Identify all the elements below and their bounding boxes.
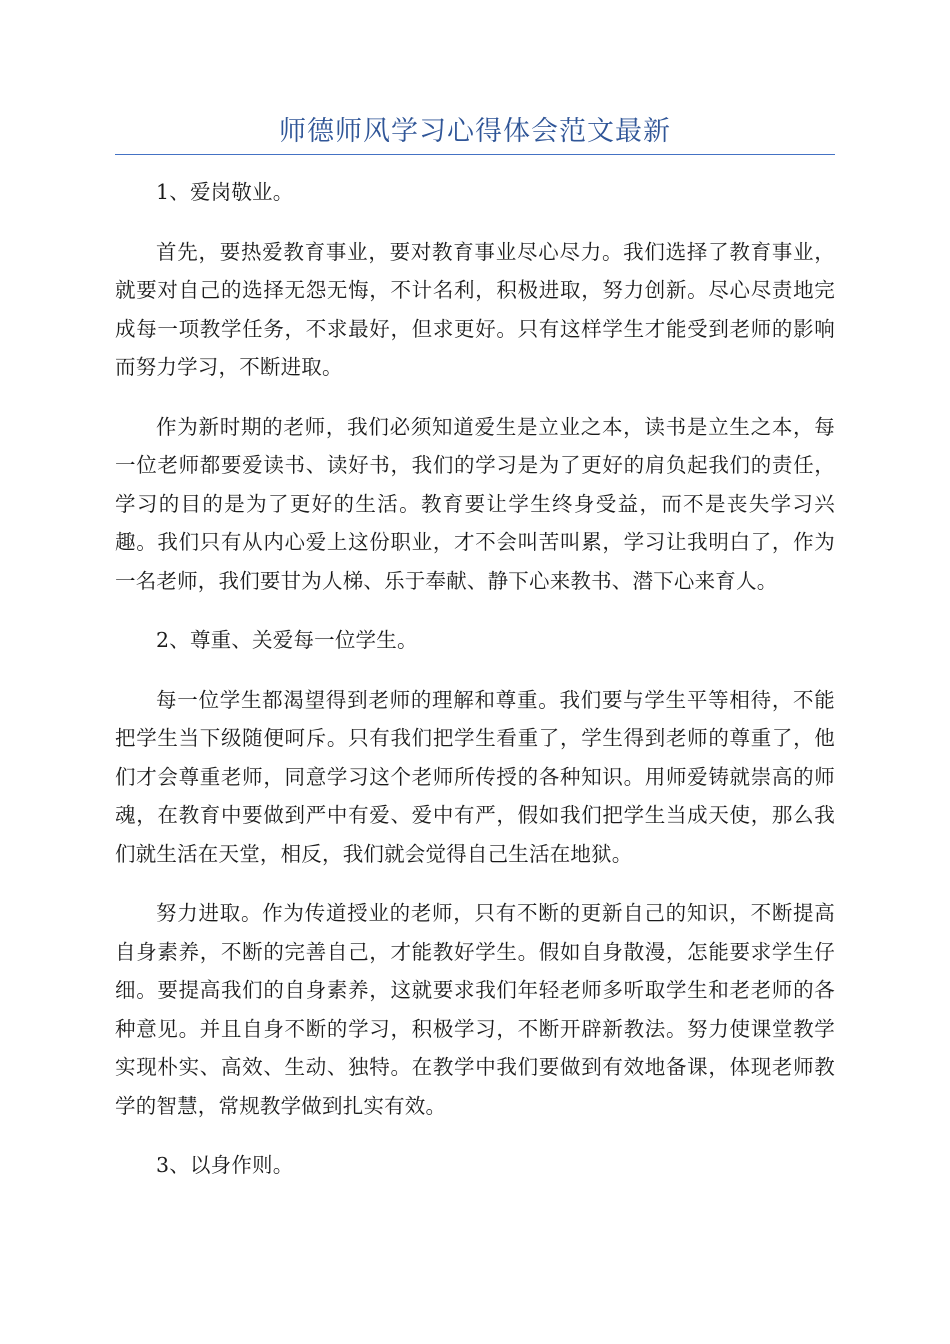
section-heading-3: 3、以身作则。 — [156, 1153, 294, 1177]
title-underline — [115, 154, 835, 155]
paragraph: 努力进取。作为传道授业的老师，只有不断的更新自己的知识，不断提高自身素养，不断的完善自己，才能教好学生。假如自身散漫，怎能要求学生仔细。要提高我们的自身素养，这就要求我们年轻老师多听取学生和老老师的各种意见。并且自身不断的学习，积极学习，不断开辟新教法。努力使课堂教学实现朴实、高效、生动、独特。在教学中我们要做到有效地备课，体现老师教学的智慧，常规教学做到扎实有效。 — [115, 901, 835, 1118]
section-heading-1: 1、爱岗敬业。 — [156, 180, 294, 204]
section-heading-2: 2、尊重、关爱每一位学生。 — [156, 628, 418, 652]
paragraph: 作为新时期的老师，我们必须知道爱生是立业之本，读书是立生之本，每一位老师都要爱读书、读好书，我们的学习是为了更好的肩负起我们的责任，学习的目的是为了更好的生活。教育要让学生终身受益，而不是丧失学习兴趣。我们只有从内心爱上这份职业，才不会叫苦叫累，学习让我明白了，作为一名老师，我们要甘为人梯、乐于奉献、静下心来教书、潜下心来育人。 — [115, 414, 835, 593]
document-body — [115, 173, 835, 1206]
paragraph: 每一位学生都渴望得到老师的理解和尊重。我们要与学生平等相待，不能把学生当下级随便呵斥。只有我们把学生看重了，学生得到老师的尊重了，他们才会尊重老师，同意学习这个老师所传授的各种知识。用师爱铸就崇高的师魂，在教育中要做到严中有爱、爱中有严，假如我们把学生当成天使，那么我们就生活在天堂，相反，我们就会觉得自己生活在地狱。 — [115, 687, 835, 866]
document-title: 师德师风学习心得体会范文最新 — [279, 116, 671, 147]
paragraph: 首先，要热爱教育事业，要对教育事业尽心尽力。我们选择了教育事业，就要对自己的选择无怨无悔，不计名利，积极进取，努力创新。尽心尽责地完成每一项教学任务，不求最好，但求更好。只有这样学生才能受到老师的影响而努力学习，不断进取。 — [115, 239, 835, 379]
